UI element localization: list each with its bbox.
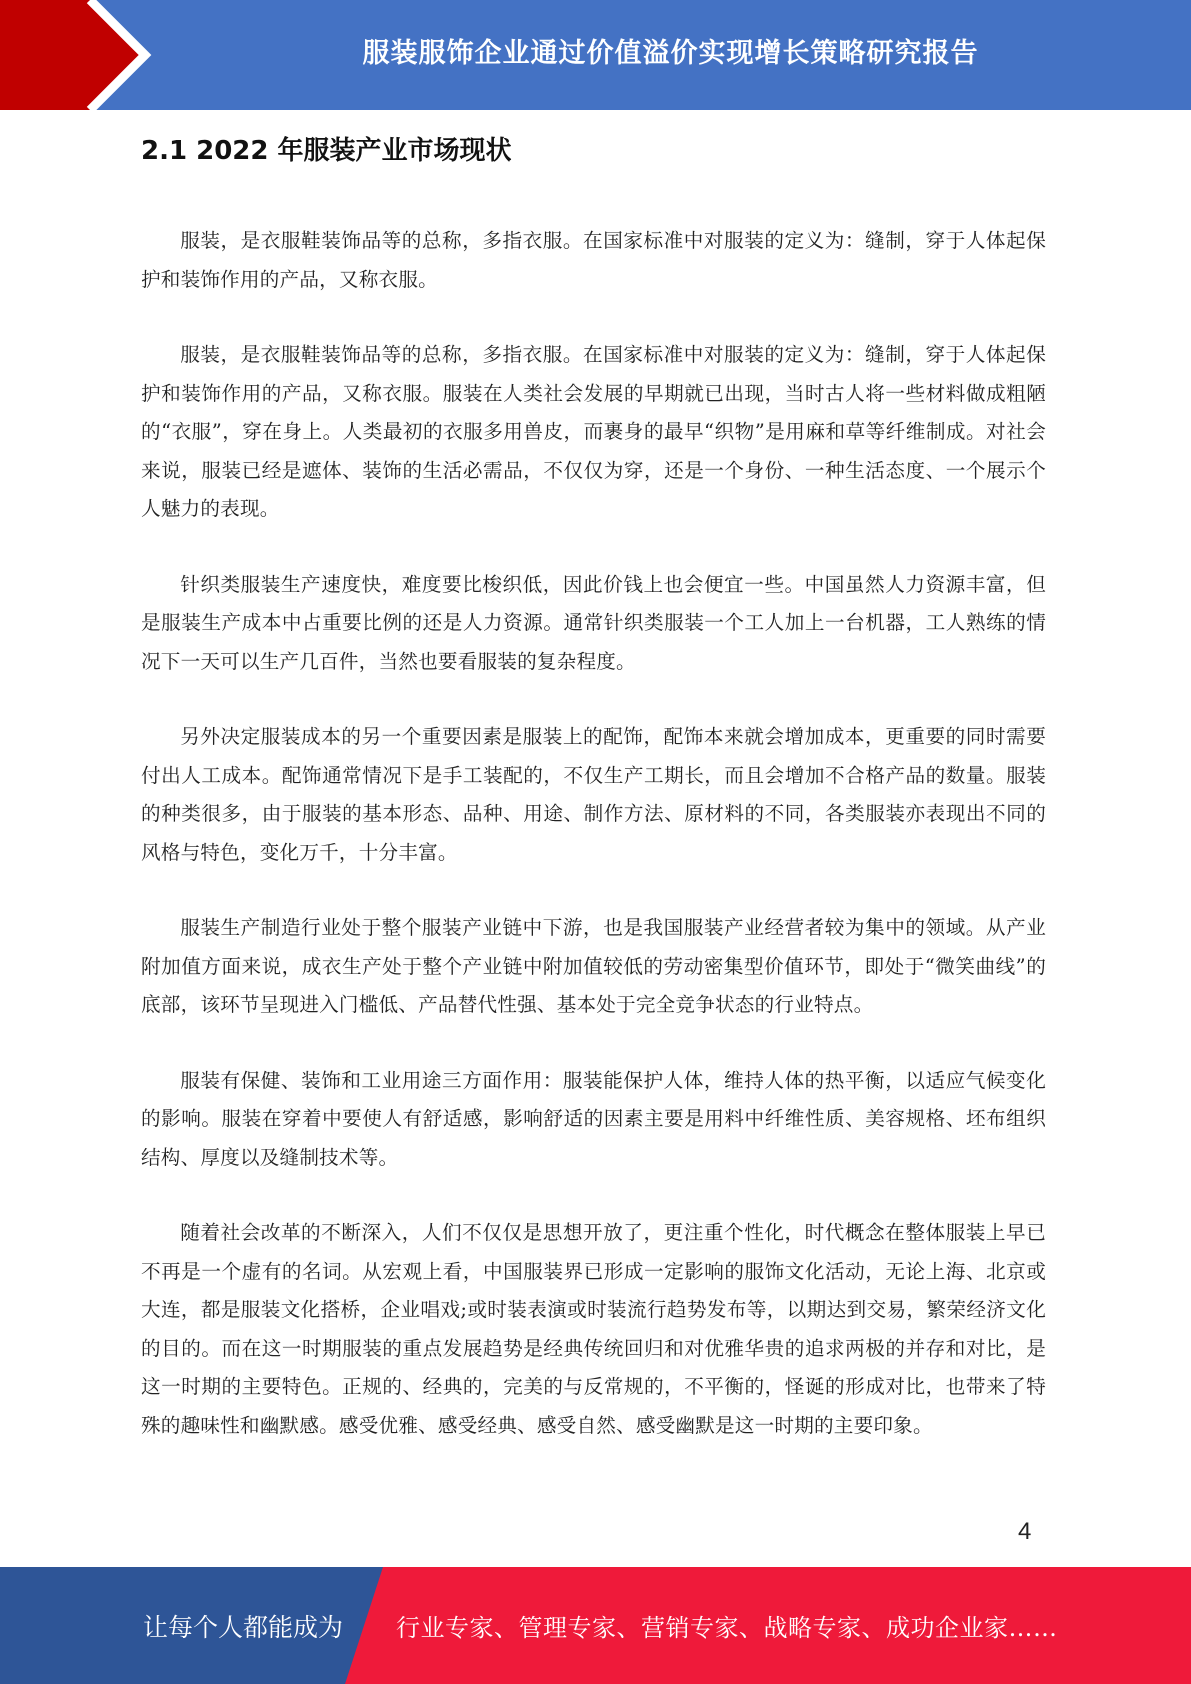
- page-footer: [0, 1567, 1191, 1684]
- paragraph: 随着社会改革的不断深入，人们不仅仅是思想开放了，更注重个性化，时代概念在整体服装上早已不再是一个虚有的名词。从宏观上看，中国服装界已形成一定影响的服饰文化活动，无论上海、北京或大连，都是服装文化搭桥，企业唱戏;或时装表演或时装流行趋势发布等，以期达到交易，繁荣经济文化的目的。而在这一时期服装的重点发展趋势是经典传统回归和对优雅华贵的追求两极的并存和对比，是这一时期的主要特色。正规的、经典的，完美的与反常规的，不平衡的，怪诞的形成对比，也带来了特殊的趣味性和幽默感。感受优雅、感受经典、感受自然、感受幽默是这一时期的主要印象。: [141, 1221, 1046, 1437]
- section-heading: 2.1 2022 年服装产业市场现状: [141, 136, 512, 166]
- paragraph: 服装有保健、装饰和工业用途三方面作用：服装能保护人体，维持人体的热平衡，以适应气候变化的影响。服装在穿着中要使人有舒适感，影响舒适的因素主要是用料中纤维性质、美容规格、坯布组织结构、厚度以及缝制技术等。: [141, 1068, 1046, 1169]
- header-arrow-decoration: [0, 0, 160, 110]
- paragraph: 服装，是衣服鞋装饰品等的总称，多指衣服。在国家标准中对服装的定义为：缝制，穿于人体起保护和装饰作用的产品，又称衣服。: [141, 229, 1046, 291]
- paragraph: 针织类服装生产速度快，难度要比梭织低，因此价钱上也会便宜一些。中国虽然人力资源丰富，但是服装生产成本中占重要比例的还是人力资源。通常针织类服装一个工人加上一台机器，工人熟练的情况下一天可以生产几百件，当然也要看服装的复杂程度。: [141, 572, 1046, 673]
- footer-slogan-left: 让每个人都能成为: [143, 1612, 344, 1642]
- page-number: 4: [1018, 1518, 1032, 1545]
- paragraph: 服装生产制造行业处于整个服装产业链中下游，也是我国服装产业经营者较为集中的领域。从产业附加值方面来说，成衣生产处于整个产业链中附加值较低的劳动密集型价值环节，即处于“微笑曲线”的底部，该环节呈现进入门槛低、产品替代性强、基本处于完全竞争状态的行业特点。: [141, 916, 1046, 1016]
- report-title: 服装服饰企业通过价值溢价实现增长策略研究报告: [362, 37, 979, 69]
- paragraph: 另外决定服装成本的另一个重要因素是服装上的配饰，配饰本来就会增加成本，更重要的同时需要付出人工成本。配饰通常情况下是手工装配的，不仅生产工期长，而且会增加不合格产品的数量。服装的种类很多，由于服装的基本形态、品种、用途、制作方法、原材料的不同，各类服装亦表现出不同的风格与特色，变化万千，十分丰富。: [141, 725, 1046, 864]
- page-header: [0, 0, 1191, 110]
- paragraph: 服装，是衣服鞋装饰品等的总称，多指衣服。在国家标准中对服装的定义为：缝制，穿于人体起保护和装饰作用的产品，又称衣服。服装在人类社会发展的早期就已出现，当时古人将一些材料做成粗陋的“衣服”，穿在身上。人类最初的衣服多用兽皮，而裹身的最早“织物”是用麻和草等纤维制成。对社会来说，服装已经是遮体、装饰的生活必需品，不仅仅为穿，还是一个身份、一种生活态度、一个展示个人魅力的表现。: [141, 343, 1046, 520]
- body-text: [141, 222, 1046, 1482]
- footer-slogan-right: 行业专家、管理专家、营销专家、战略专家、成功企业家……: [396, 1614, 1058, 1642]
